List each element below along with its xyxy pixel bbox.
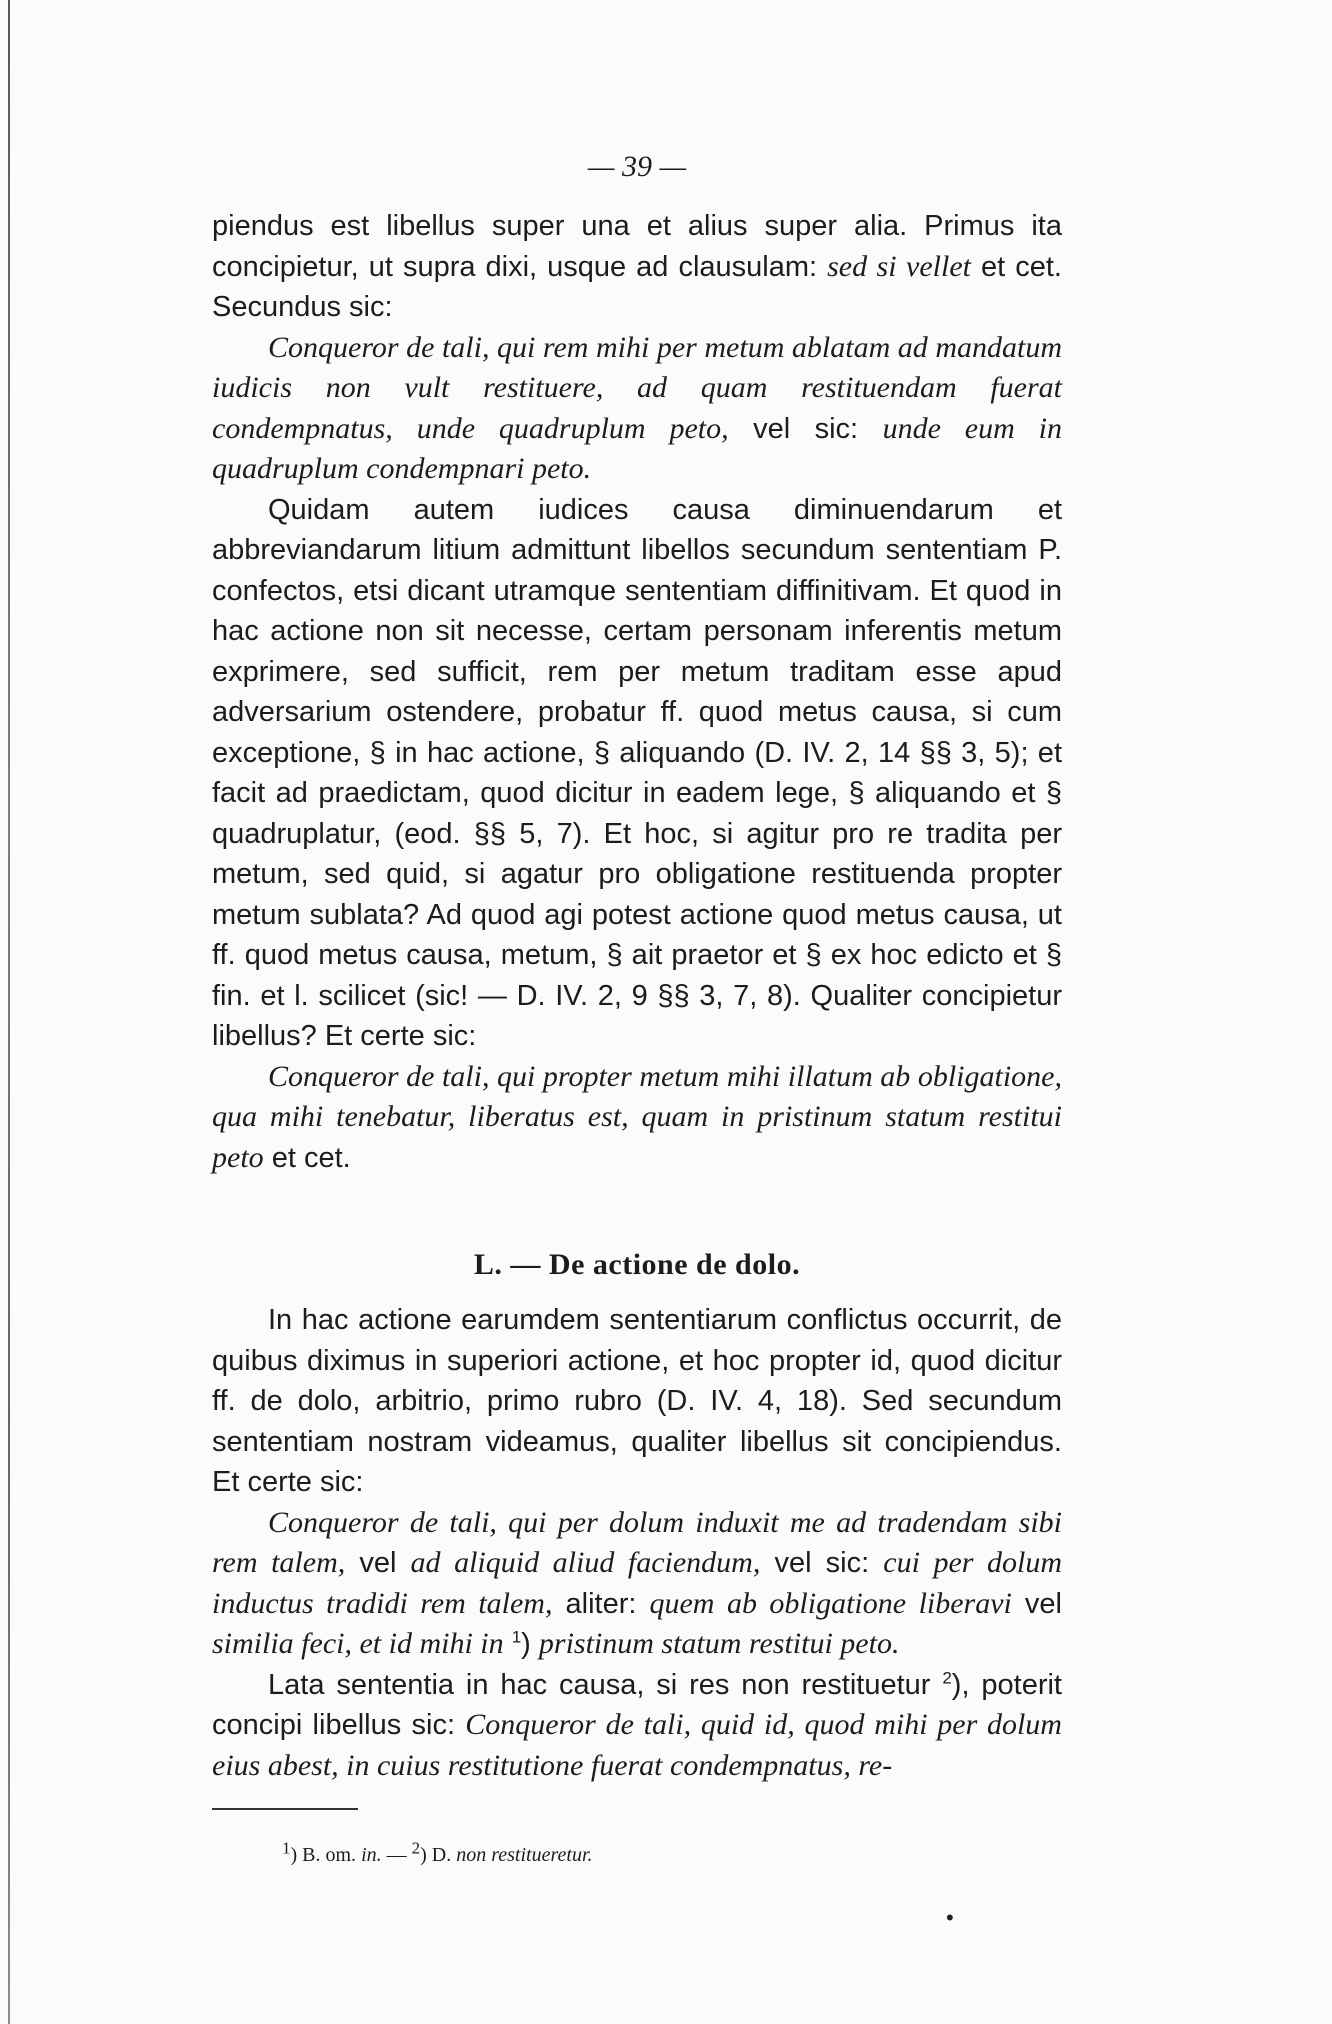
paragraph-4: [212, 1057, 1062, 1179]
footnote-ref-1: 1: [511, 1627, 522, 1647]
scan-edge-line: [8, 0, 10, 2024]
p1-text-2: et cet. Secundus sic:: [212, 250, 1062, 323]
p6-text-4: vel: [1011, 1587, 1062, 1620]
p1-text-1: piendus est libellus super una et alius super alia. Primus ita concipietur, ut supra dixi, usque ad clausulam:: [212, 210, 1062, 283]
p2-italic-1: Conqueror de tali, qui rem mihi per metum ablatam ad mandatum iudicis non vult restituere, ad quam restituendam fuerat condempnatus, unde quadruplum peto,: [212, 330, 1062, 445]
printer-mark: •: [946, 1905, 954, 1930]
footnote-1-text: ) B. om.: [290, 1844, 362, 1866]
p7-text-2: ), poterit concipi libellus sic:: [212, 1668, 1062, 1741]
paragraph-6: [212, 1503, 1062, 1665]
page-body: [212, 150, 1062, 1867]
p6-italic-4: quem ab obligatione liberavi: [649, 1586, 1012, 1620]
p1-italic-1: sed si vellet: [827, 249, 971, 283]
p6-italic-3: cui per dolum inductus tradidi rem talem,: [212, 1546, 1063, 1620]
footnotes: [212, 1838, 1062, 1867]
section-heading: L. — De actione de dolo.: [473, 1248, 801, 1281]
p6-text-5: ): [521, 1628, 539, 1660]
footnote-separator: —: [381, 1844, 412, 1866]
footnote-divider: [212, 1808, 358, 1810]
p7-italic-1: Conqueror de tali, quid id, quod mihi per dolum eius abest, in cuius restitutione fuerat condempnatus, re-: [212, 1708, 1062, 1782]
footnote-number-1: 1: [282, 1838, 291, 1858]
p2-italic-2: unde eum in quadruplum condempnari peto.: [212, 411, 1062, 485]
paragraph-2: [212, 328, 1062, 490]
paragraph-7: [212, 1665, 1062, 1787]
p6-italic-1: Conqueror de tali, qui per dolum induxit me ad tradendam sibi rem talem,: [212, 1505, 1062, 1579]
p6-italic-2: ad aliquid aliud faciendum,: [410, 1546, 761, 1579]
p2-text-1: vel sic:: [728, 412, 883, 445]
paragraph-5: In hac actione earumdem sententiarum conflictus occurrit, de quibus diximus in superiori actione, et hoc propter id, quod dicitur ff. de dolo, arbitrio, primo rubro (D. IV. 4, 18). Sed secundum sententiam nostram videamus, qualiter libellus sit concipiendus. Et certe sic:: [212, 1304, 1062, 1498]
p7-text-1: Lata sententia in hac causa, si res non restituetur: [268, 1668, 931, 1701]
p6-italic-6: pristinum statum restitui peto.: [538, 1627, 900, 1660]
footnote-2-text: ) D.: [420, 1844, 457, 1866]
p4-text-1: et cet.: [263, 1141, 351, 1174]
p4-italic-1: Conqueror de tali, qui propter metum mihi illatum ab obligatione, qua mihi tenebatur, liberatus est, quam in pristinum statum restitui peto: [212, 1059, 1062, 1174]
p6-italic-5: similia feci, et id mihi in: [212, 1627, 504, 1660]
p6-text-2: vel sic:: [760, 1547, 884, 1579]
page-number: — 39 —: [587, 150, 687, 183]
footnote-number-2: 2: [411, 1838, 421, 1858]
footnote-ref-2: 2: [942, 1667, 952, 1687]
p6-text-3: aliter:: [552, 1587, 650, 1620]
p6-text-1: vel: [345, 1547, 411, 1579]
paragraph-3: Quidam autem iudices causa diminuendarum et abbreviandarum litium admittunt libellos secundum sententiam P. confectos, etsi dicant utramque sententiam diffinitivam. Et quod in hac actione non sit necesse, certam personam inferentis metum exprimere, sed sufficit, rem per metum traditam esse apud adversarium ostendere, probatur ff. quod metus causa, si cum exceptione, § in hac actione, § aliquando (D. IV. 2, 14 §§ 3, 5); et facit ad praedictam, quod dicitur in eadem lege, § aliquando et § quadruplatur, (eod. §§ 5, 7). Et hoc, si agitur pro re tradita per metum, sed quid, si agatur pro obligatione restituenda propter metum sublata? Ad quod agi potest actione quod metus causa, ut ff. quod metus causa, metum, § ait praetor et § ex hoc edicto et § fin. et l. scilicet (sic! — D. IV. 2, 9 §§ 3, 7, 8). Qualiter concipietur libellus? Et certe sic:: [212, 493, 1062, 1052]
footnote-1-italic: in.: [361, 1844, 382, 1866]
paragraph-1: [212, 206, 1062, 328]
footnote-2-italic: non restitueretur.: [456, 1844, 593, 1866]
